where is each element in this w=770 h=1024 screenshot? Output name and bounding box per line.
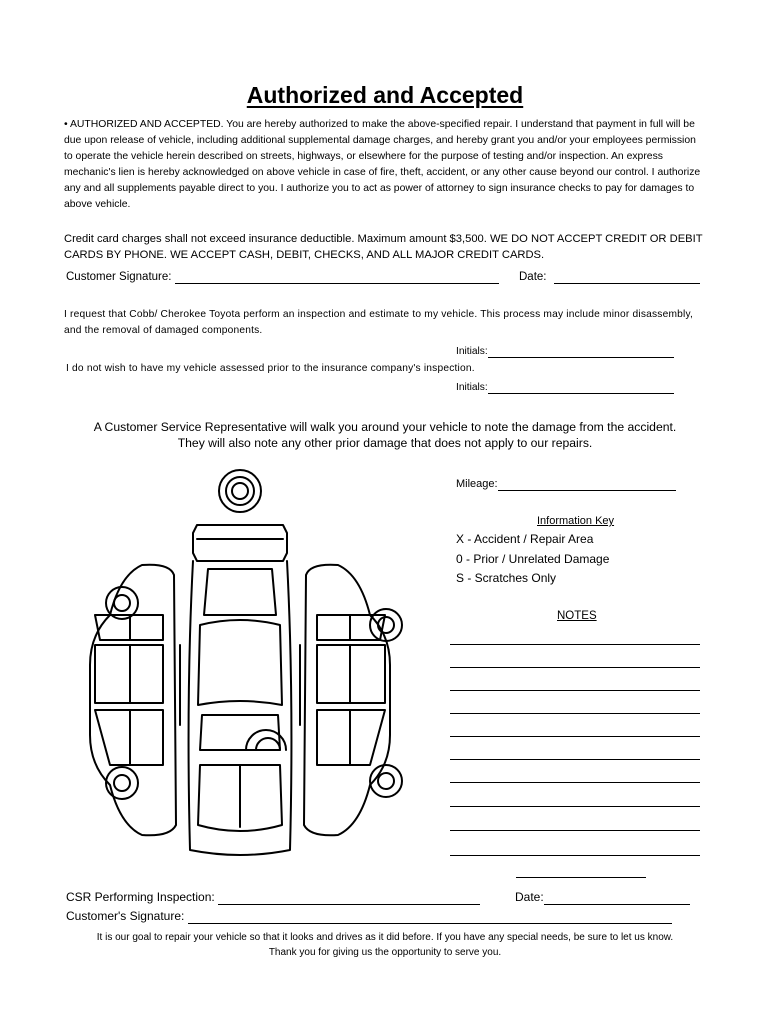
initials-field-1[interactable] (488, 346, 674, 358)
key-item-prior-damage: 0 - Prior / Unrelated Damage (456, 551, 610, 566)
credit-card-policy: Credit card charges shall not exceed insurance deductible. Maximum amount $3,500. WE DO NOT ACCEPT CREDIT OR DEBIT CARDS BY PHONE. WE ACCEPT CASH, DEBIT, CHECKS, AND ALL MAJOR CREDIT CARDS. (64, 233, 703, 261)
csr-inspection-row (66, 890, 480, 905)
notes-line[interactable] (450, 855, 700, 856)
information-key-list (456, 530, 609, 589)
notes-line[interactable] (450, 759, 700, 760)
initials-row-1 (456, 346, 674, 358)
notes-line[interactable] (450, 782, 700, 783)
key-item-accident: X - Accident / Repair Area (456, 532, 594, 546)
footer-thanks-text: Thank you for giving us the opportunity to serve you. (268, 947, 502, 958)
car-top-view (180, 525, 300, 855)
car-left-side-view (90, 565, 176, 836)
mileage-field[interactable] (498, 478, 676, 491)
right-front-wheel-icon (370, 609, 402, 641)
notes-line[interactable] (450, 736, 700, 737)
csr-date-field[interactable] (544, 890, 690, 905)
mileage-label: Mileage: (456, 478, 498, 490)
csr-date-row (515, 890, 690, 905)
customers-signature-field[interactable] (188, 909, 672, 924)
customers-signature-row (66, 909, 672, 924)
left-rear-wheel-icon (106, 767, 138, 799)
csr-walkaround-line-2: They will also note any other prior damage that does not apply to our repairs. (177, 436, 593, 450)
notes-line[interactable] (516, 877, 646, 878)
page-title: Authorized and Accepted (246, 82, 524, 108)
top-wheel-inner (226, 477, 254, 505)
key-item-scratches: S - Scratches Only (456, 571, 557, 585)
customer-signature-row (66, 271, 499, 284)
customer-date-row (519, 271, 700, 284)
notes-line[interactable] (450, 713, 700, 714)
car-right-side-view (304, 565, 402, 836)
csr-walkaround-line-1: A Customer Service Representative will walk you around your vehicle to note the damage from the accident. (93, 420, 677, 434)
csr-inspection-label: CSR Performing Inspection: (66, 890, 215, 904)
csr-inspection-field[interactable] (218, 890, 480, 905)
initials-field-2[interactable] (488, 382, 674, 394)
customer-signature-label: Customer Signature: (66, 271, 172, 283)
initials-label: Initials: (456, 346, 488, 357)
customer-date-field[interactable] (554, 271, 700, 284)
inspection-request-text: I request that Cobb/ Cherokee Toyota perform an inspection and estimate to my vehicle. This process may include minor disassembly, and the removal of damaged components. (64, 309, 694, 336)
information-key-heading: Information Key (537, 515, 615, 527)
notes-line[interactable] (450, 830, 700, 831)
footer-goal-text: It is our goal to repair your vehicle so that it looks and drives as it did before. If you have any special needs, be sure to let us know. (96, 932, 674, 943)
notes-heading: NOTES (557, 610, 597, 622)
authorization-paragraph: • AUTHORIZED AND ACCEPTED. You are hereby authorized to make the above-specified repair. I understand that payment in full will be due upon release of vehicle, including additional supplemental damage charges, and hereby grant you and/or your employees permission to operate the vehicle herein described on streets, highways, or elsewhere for the purpose of testing and/or inspection. An express mechanic's lien is hereby acknowledged on above vehicle in case of fire, theft, accident, or any other cause beyond our control. I authorize any and all supplements payable direct to you. I authorize you to act as power of attorney to sign insurance checks to pay for damages to above vehicle. (64, 119, 701, 210)
initials-label: Initials: (456, 382, 488, 393)
vehicle-damage-diagram[interactable] (50, 465, 430, 875)
initials-row-2 (456, 382, 674, 394)
notes-line[interactable] (450, 667, 700, 668)
no-assessment-text: I do not wish to have my vehicle assessed prior to the insurance company's inspection. (66, 363, 475, 374)
customer-date-label: Date: (519, 271, 547, 283)
notes-line[interactable] (450, 806, 700, 807)
top-wheel-hub (232, 483, 248, 499)
customer-signature-field[interactable] (175, 271, 499, 284)
mileage-row (456, 478, 676, 491)
notes-line[interactable] (450, 690, 700, 691)
notes-line[interactable] (450, 644, 700, 645)
csr-date-label: Date: (515, 890, 544, 904)
customers-signature-label: Customer's Signature: (66, 909, 185, 923)
